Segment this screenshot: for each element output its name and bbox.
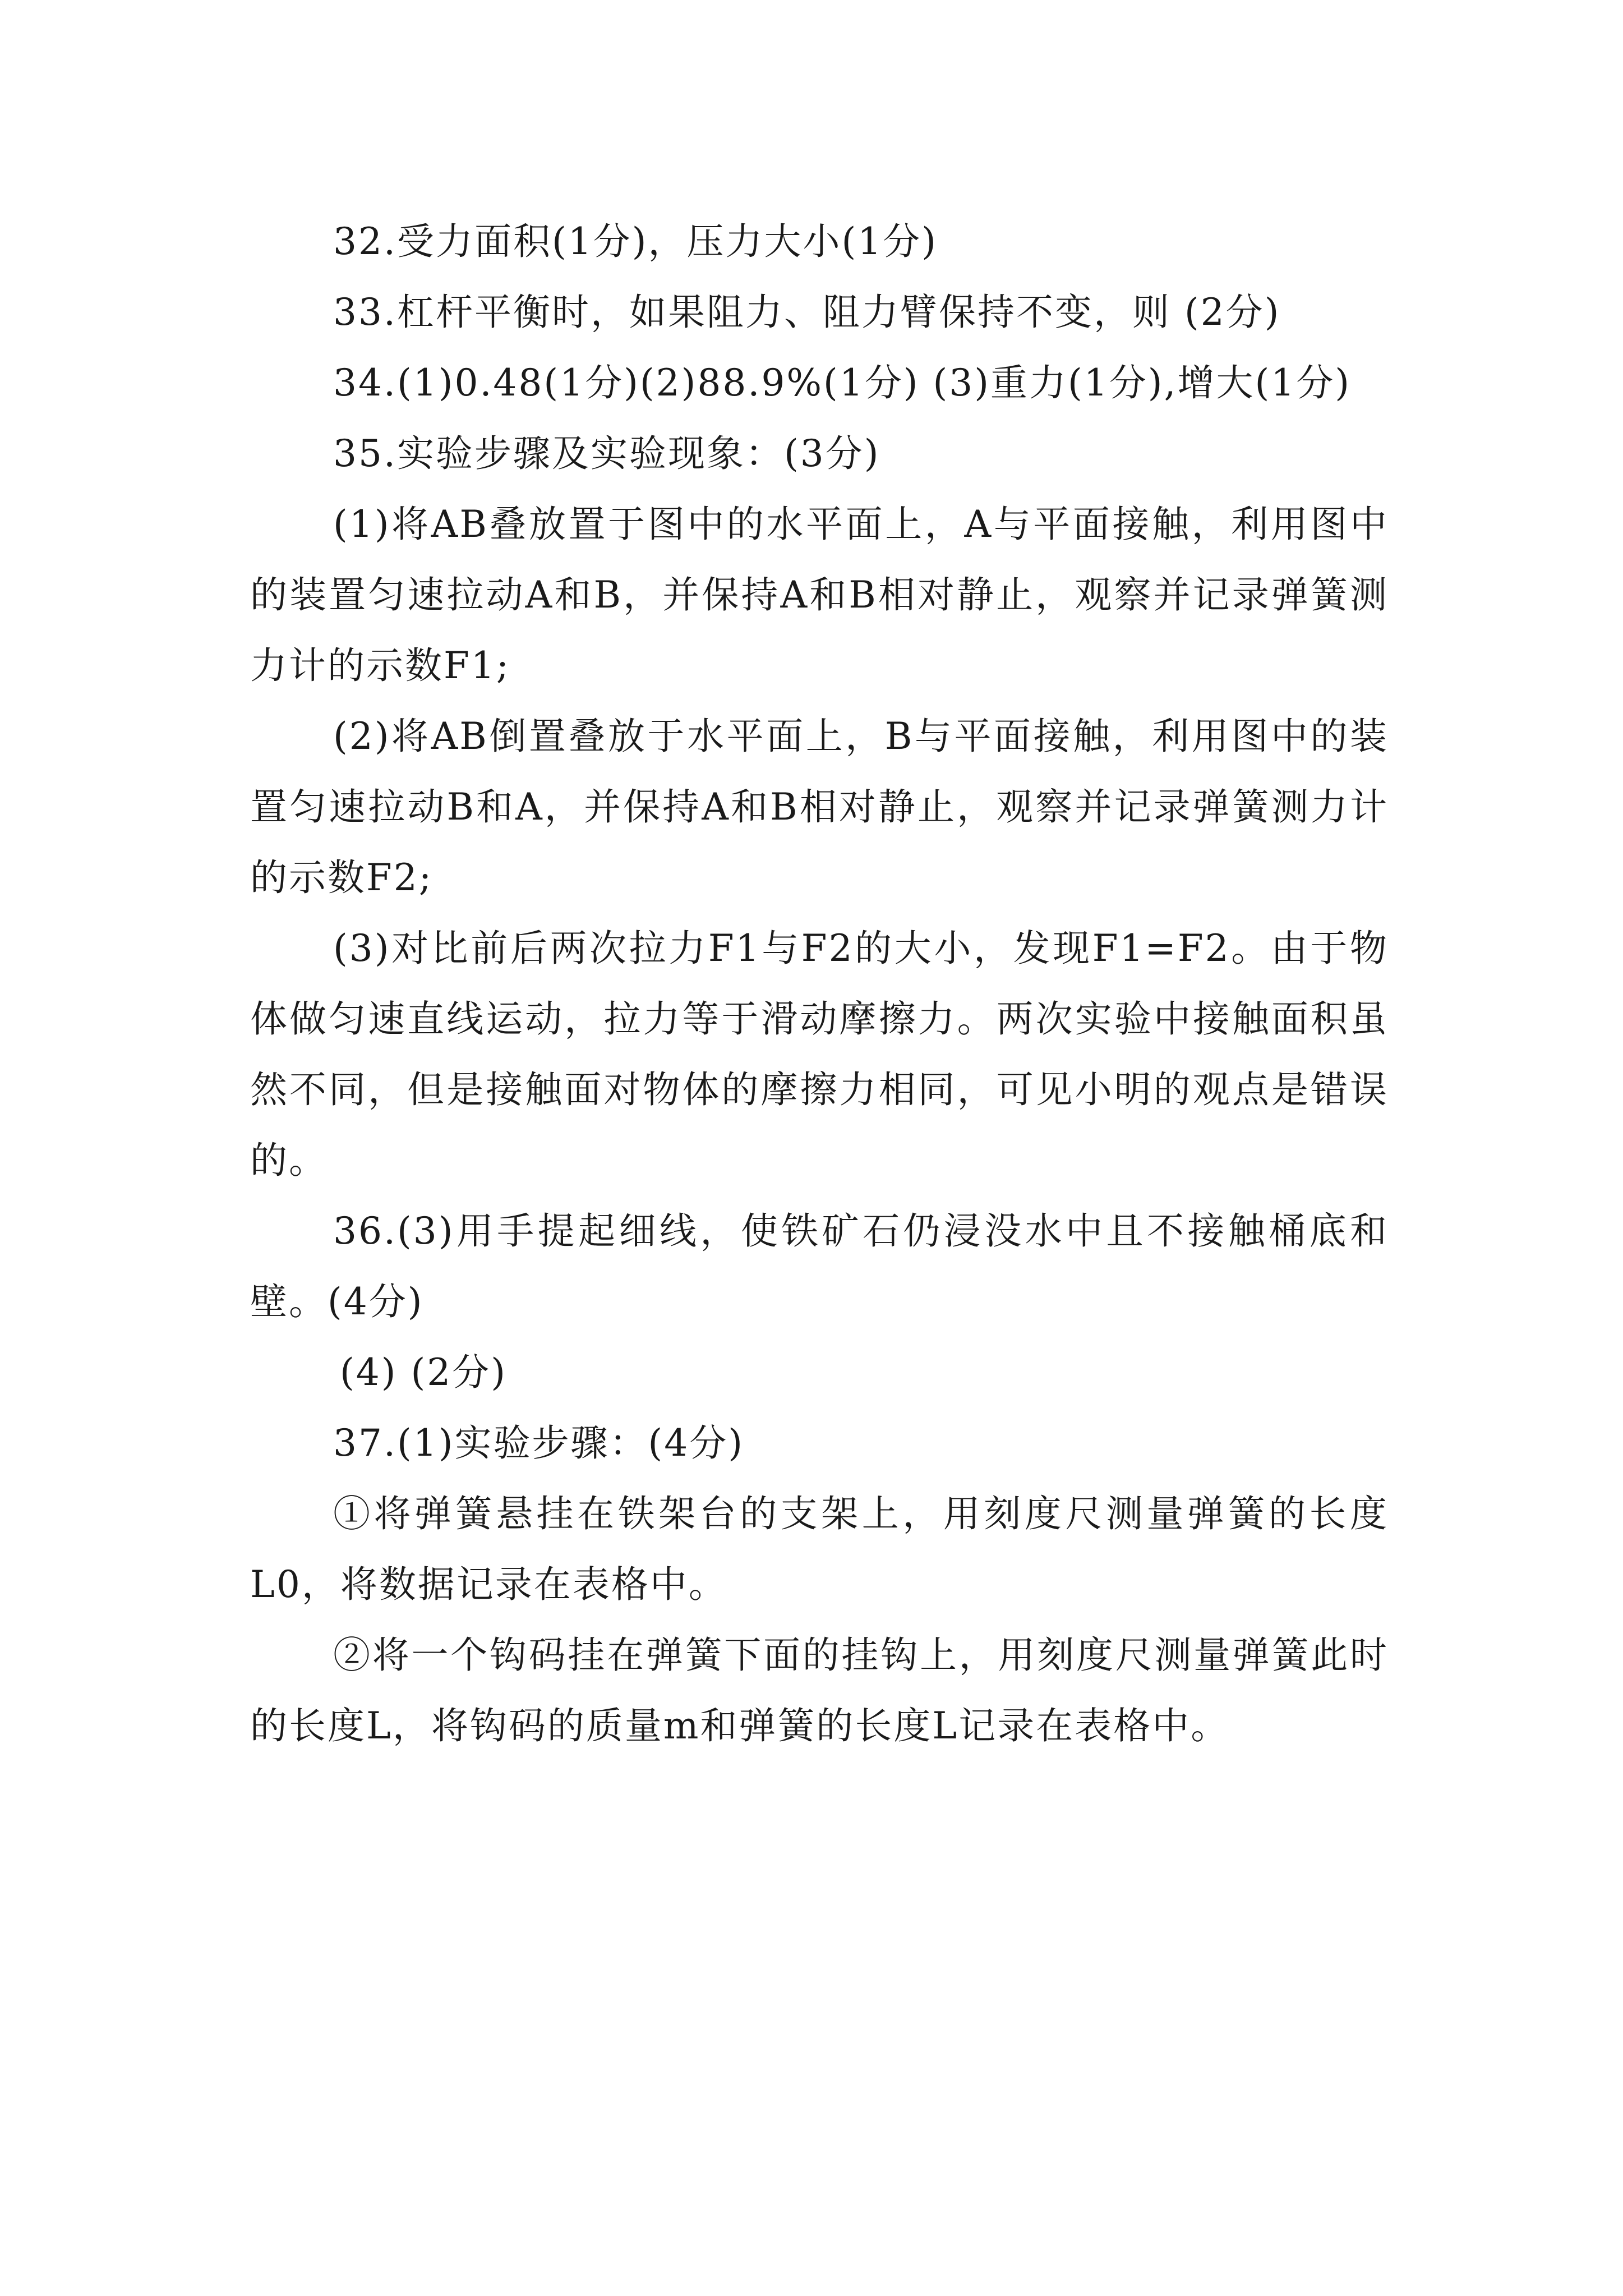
answer-text-body	[250, 206, 1389, 1761]
answer-34: 34.(1)0.48(1分)(2)88.9%(1分) (3)重力(1分),增大(1分)	[333, 361, 1351, 404]
answer-37-step-2: ②将一个钩码挂在弹簧下面的挂钩上，用刻度尺测量弹簧此时的长度L，将钩码的质量m和弹簧的长度L记录在表格中。	[250, 1634, 1389, 1747]
answer-37-heading: 37.(1)实验步骤：(4分)	[333, 1421, 744, 1465]
answer-32: 32.受力面积(1分)，压力大小(1分)	[333, 220, 938, 263]
answer-33: 33.杠杆平衡时，如果阻力、阻力臂保持不变，则 (2分)	[333, 291, 1281, 334]
answer-35-step-3: (3)对比前后两次拉力F1与F2的大小，发现F1=F2。由于物体做匀速直线运动，拉力等于滑动摩擦力。两次实验中接触面积虽然不同，但是接触面对物体的摩擦力相同，可见小明的观点是错误的。	[250, 927, 1389, 1182]
answer-36-part-3: 36.(3)用手提起细线，使铁矿石仍浸没水中且不接触桶底和壁。(4分)	[250, 1209, 1389, 1323]
answer-35-heading: 35.实验步骤及实验现象：(3分)	[333, 432, 880, 475]
answer-37-step-1: ①将弹簧悬挂在铁架台的支架上，用刻度尺测量弹簧的长度L0，将数据记录在表格中。	[250, 1492, 1389, 1606]
answer-36-part-4: (4) (2分)	[340, 1351, 507, 1394]
answer-35-step-1: (1)将AB叠放置于图中的水平面上，A与平面接触，利用图中的装置匀速拉动A和B，并保持A和B相对静止，观察并记录弹簧测力计的示数F1;	[250, 503, 1389, 687]
answer-35-step-2: (2)将AB倒置叠放于水平面上，B与平面接触，利用图中的装置匀速拉动B和A，并保持A和B相对静止，观察并记录弹簧测力计的示数F2;	[250, 715, 1389, 899]
